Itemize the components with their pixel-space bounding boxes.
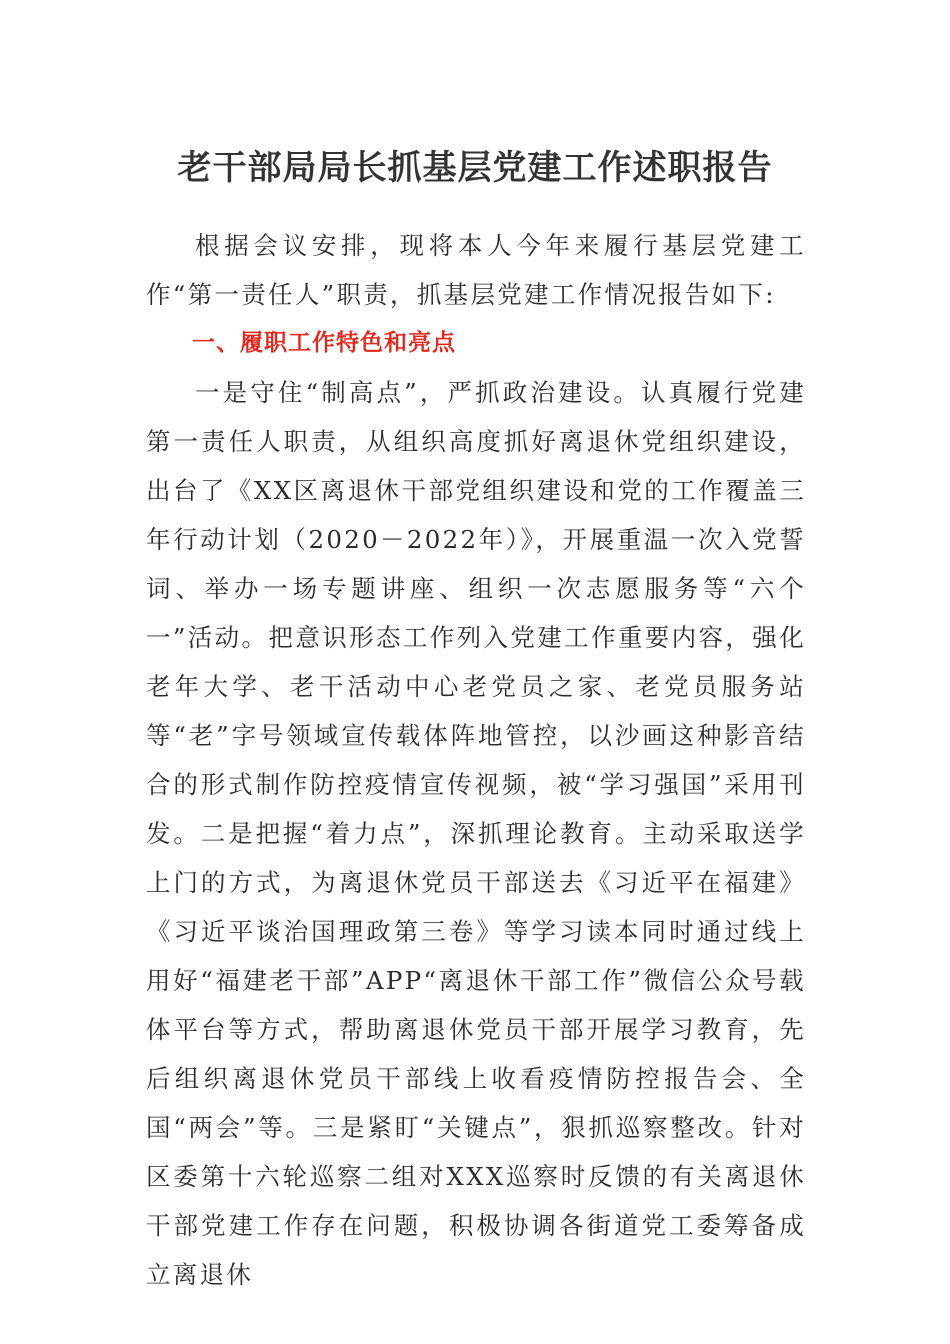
intro-paragraph: 根据会议安排，现将本人今年来履行基层党建工作“第一责任人”职责，抓基层党建工作情况报告如下: bbox=[146, 231, 806, 309]
document-title: 老干部局局长抓基层党建工作述职报告 bbox=[177, 148, 773, 188]
document-body bbox=[146, 221, 806, 1299]
section-body-paragraph: 一是守住“制高点”，严抓政治建设。认真履行党建第一责任人职责，从组织高度抓好离退休党组织建设，出台了《XX区离退休干部党组织建设和党的工作覆盖三年行动计划（2020－2022年）》，开展重温一次入党誓词、举办一场专题讲座、组织一次志愿服务等“六个一”活动。把意识形态工作列入党建工作重要内容，强化老年大学、老干活动中心老党员之家、老党员服务站等“老”字号领域宣传载体阵地管控，以沙画这种影音结合的形式制作防控疫情宣传视频，被“学习强国”采用刊发。二是把握“着力点”，深抓理论教育。主动采取送学上门的方式，为离退休党员干部送去《习近平在福建》《习近平谈治国理政第三卷》等学习读本同时通过线上用好“福建老干部”APP“离退休干部工作”微信公众号载体平台等方式，帮助离退休党员干部开展学习教育，先后组织离退休党员干部线上收看疫情防控报告会、全国“两会”等。三是紧盯“关键点”，狠抓巡察整改。针对区委第十六轮巡察二组对XXX巡察时反馈的有关离退休干部党建工作存在问题，积极协调各街道党工委筹备成立离退休 bbox=[146, 378, 806, 1289]
section-heading: 一、履职工作特色和亮点 bbox=[192, 330, 456, 356]
